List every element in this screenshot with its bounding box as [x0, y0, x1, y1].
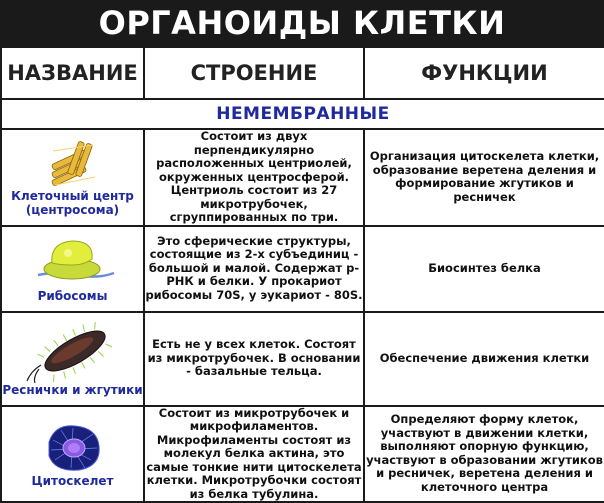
- functions-cell: Организация цитоскелета клетки, образование веретена деления и формирование жгутиков и ресничек: [364, 129, 604, 226]
- functions-cell: Биосинтез белка: [364, 226, 604, 312]
- row-name: Цитоскелет: [31, 473, 114, 488]
- row-name: Клеточный центр (центросома): [11, 189, 134, 218]
- table-row: [1, 226, 604, 312]
- header-name: НАЗВАНИЕ: [1, 47, 144, 99]
- structure-cell: Состоит из микротрубочек и микрофиламентов. Микрофиламенты состоят из молекул белка актина, это самые тонкие нити цитоскелета клетки. Микротрубочки состоят из белка тубулина.: [144, 406, 364, 503]
- title-bar: [0, 0, 604, 46]
- name-cell: [1, 312, 144, 406]
- table-row: [1, 129, 604, 226]
- header-row: [1, 47, 604, 99]
- page-title: ОРГАНОИДЫ КЛЕТКИ: [98, 4, 506, 42]
- functions-cell: Обеспечение движения клетки: [364, 312, 604, 406]
- bacterium-icon: [23, 321, 123, 383]
- name-cell: [1, 129, 144, 226]
- name-cell: [1, 406, 144, 503]
- functions-cell: Определяют форму клеток, участвуют в движении клетки, выполняют опорную функцию, участвуют в образовании жгутиков и ресничек, веретена деления и клеточного центра: [364, 406, 604, 503]
- table-row: [1, 312, 604, 406]
- ribosome-icon: [28, 235, 118, 289]
- category-label: НЕМЕМБРАННЫЕ: [1, 99, 604, 129]
- row-name: Реснички и жгутики: [2, 382, 143, 397]
- header-functions: ФУНКЦИИ: [364, 47, 604, 99]
- category-row: [1, 99, 604, 129]
- name-cell: [1, 226, 144, 312]
- organelles-table: [0, 46, 604, 503]
- centrosome-icon: [43, 137, 103, 189]
- table-row: [1, 406, 604, 503]
- structure-cell: Это сферические структуры, состоящие из 2-х субъединиц - большой и малой. Содержат р-РНК и белки. У прокариот рибосомы 70S, у эукариот - 80S.: [144, 226, 364, 312]
- structure-cell: Есть не у всех клеток. Состоят из микротрубочек. В основании - базальные тельца.: [144, 312, 364, 406]
- header-structure: СТРОЕНИЕ: [144, 47, 364, 99]
- cytoskeleton-icon: [41, 420, 105, 474]
- structure-cell: Состоит из двух перпендикулярно расположенных центриолей, окруженных центросферой. Центриоль состоит из 27 микротрубочек, сгруппированных по три.: [144, 129, 364, 226]
- row-name: Рибосомы: [37, 288, 108, 303]
